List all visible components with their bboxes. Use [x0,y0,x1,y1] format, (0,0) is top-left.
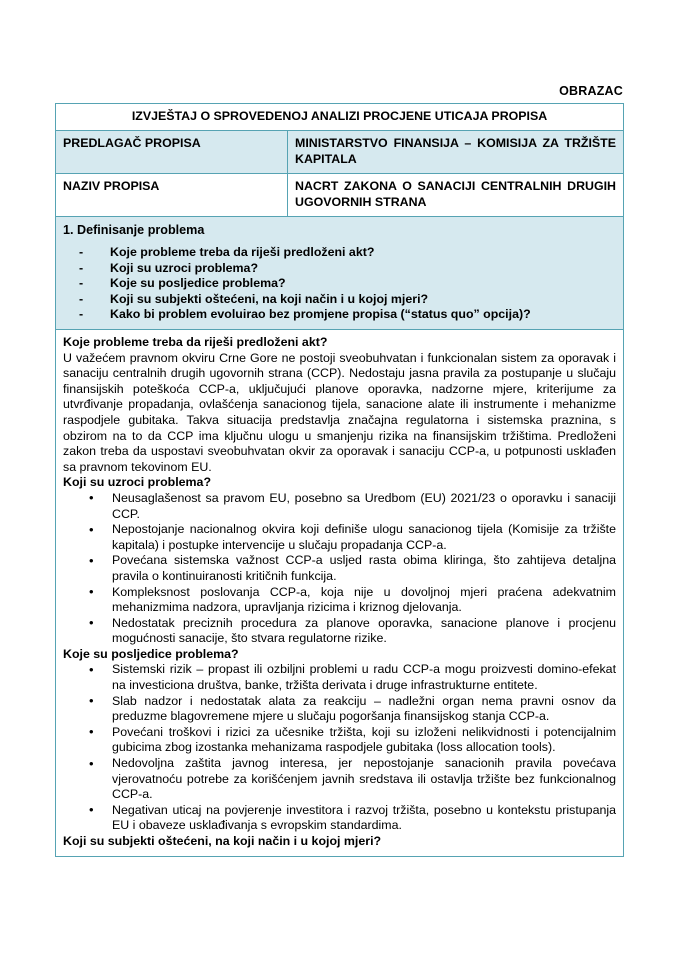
ria-report-table [55,103,624,857]
list-item [63,307,616,323]
dash-marker: - [79,291,84,306]
bullet-icon: • [89,615,94,631]
list-item [63,694,616,725]
list-item [63,491,616,522]
list-item [63,803,616,834]
list-item-label: Nedostatak preciznih procedura za planove oporavka, sanacione planove i procjenu mogućnosti sanacije, što stvara regulatorne rizike. [112,615,617,646]
list-item-label: Slab nadzor i nedostatak alata za reakciju – nadležni organ nema pravni osnov da preduzme blagovremene mjere u slučaju pogoršanja finansijskog stanja CCP-a. [112,693,617,724]
list-item-label: Koji su uzroci problema? [110,260,259,275]
regulation-name-label: NAZIV PROPISA [56,174,288,217]
section-1-heading: 1. Definisanje problema [63,223,205,238]
table-row-proposer [56,131,624,174]
list-item [63,276,616,292]
bullet-icon: • [89,724,94,740]
table-row-regulation-name [56,174,624,217]
bullet-icon: • [89,693,94,709]
report-title: IZVJEŠTAJ O SPROVEDENOJ ANALIZI PROCJENE UTICAJA PROPISA [56,104,624,131]
q3-heading: Koje su posljedice problema? [63,646,239,661]
list-item [63,245,616,261]
content-block [56,330,624,857]
regulation-name-value: NACRT ZAKONA O SANACIJI CENTRALNIH DRUGIH UGOVORNIH STRANA [288,174,624,217]
list-item-label: Kako bi problem evoluirao bez promjene propisa (“status quo” opcija)? [110,307,531,322]
q2-heading: Koji su uzroci problema? [63,475,212,490]
list-item-label: Nedovoljna zaštita javnog interesa, jer nepostojanje sanacionih pravila povećava vjerovatnoću potrebe za korišćenjem javnih sredstava ili ostavlja tržište bez funkcionalnog CCP-a. [112,756,617,802]
list-item [63,522,616,553]
list-item-label: Negativan uticaj na povjerenje investitora i razvoj tržišta, posebno u kontekstu pristupanja EU i obaveze usklađivanja s evropskim standardima. [112,802,617,833]
list-item-label: Koji su subjekti oštećeni, na koji način i u kojoj mjeri? [110,291,429,306]
bullet-icon: • [89,552,94,568]
list-item-label: Povećana sistemska važnost CCP-a usljed rasta obima kliringa, što zahtijeva detaljna pravila o kontinuiranosti kritičnih funkcija. [112,553,617,583]
list-item-label: Koje su posljedice problema? [110,276,286,291]
dash-marker: - [79,260,84,275]
list-item-label: Povećani troškovi i rizici za učesnike tržišta, koji su izloženi nelikvidnosti i potencijalnim gubicima zbog izostanka mehanizama raspodjele gubitaka (loss allocation tools). [112,724,617,755]
table-row-section-1 [56,217,624,330]
list-item-label: Neusaglašenost sa pravom EU, posebno sa Uredbom (EU) 2021/23 o oporavku i sanaciji CCP. [112,490,617,521]
list-item [63,585,616,616]
bullet-icon: • [89,802,94,818]
list-item [63,261,616,277]
section-1-block [56,217,624,330]
bullet-icon: • [89,755,94,771]
list-item [63,553,616,584]
dash-marker: - [79,307,84,322]
bullet-icon: • [89,661,94,677]
list-item [63,725,616,756]
dash-marker: - [79,276,84,291]
q4-heading: Koji su subjekti oštećeni, na koji način i u kojoj mjeri? [63,834,382,848]
proposer-label: PREDLAGAČ PROPISA [56,131,288,174]
list-item-label: Kompleksnost poslovanja CCP-a, koja nije u dovoljnoj mjeri praćena adekvatnim mehanizmima nadzora, upravljanja rizicima i kriznog djelovanja. [112,584,617,615]
list-item-label: Nepostojanje nacionalnog okvira koji definiše ulogu sanacionog tijela (Komisije za tržište kapitala) i postupke intervencije u slučaju propadanja CCP-a. [112,522,617,552]
list-item [63,662,616,693]
list-item [63,292,616,308]
bullet-icon: • [89,490,94,506]
q2-bullet-list [63,491,616,647]
list-item-label: Koje probleme treba da riješi predloženi akt? [110,245,375,260]
proposer-value: MINISTARSTVO FINANSIJA – KOMISIJA ZA TRŽIŠTE KAPITALA [288,131,624,174]
table-row-title [56,104,624,131]
form-label: OBRAZAC [559,84,623,98]
q1-paragraph: U važećem pravnom okviru Crne Gore ne postoji sveobuhvatan i funkcionalan sistem za oporavak i sanaciju centralnih drugih ugovornih strana (CCP). Nedostaju jasna pravila za postupanje u slučaju finansijskih poteškoća CCP-a, uključujući planove oporavka, nadzorne mjere, kriterijume za utvrđivanje propadanja, ovlašćenja sanacionog tijela, sanacione alate ili instrumente i mehanizme raspodjele gubitaka. Takva situacija predstavlja značajna regulatorna i sistemska praznina, s obzirom na to da CCP ima ključnu ulogu u smanjenju rizika na finansijskim tržištima. Predloženi zakon treba da uspostavi sveobuhvatan okvir za oporavak i sanaciju CCP-a, u potpunosti usklađen sa pravnom tekovinom EU. [63,350,617,474]
table-row-content [56,330,624,857]
list-item [63,756,616,803]
bullet-icon: • [89,521,94,537]
q3-bullet-list [63,662,616,834]
list-item [63,616,616,647]
bullet-icon: • [89,584,94,599]
section-1-question-list [63,245,616,323]
q1-heading: Koje probleme treba da riješi predloženi akt? [63,335,328,349]
dash-marker: - [79,245,84,260]
list-item-label: Sistemski rizik – propast ili ozbiljni problemi u radu CCP-a mogu proizvesti domino-efekat na investiciona društva, banke, tržišta derivata i druge infrastrukturne entitete. [112,662,617,693]
